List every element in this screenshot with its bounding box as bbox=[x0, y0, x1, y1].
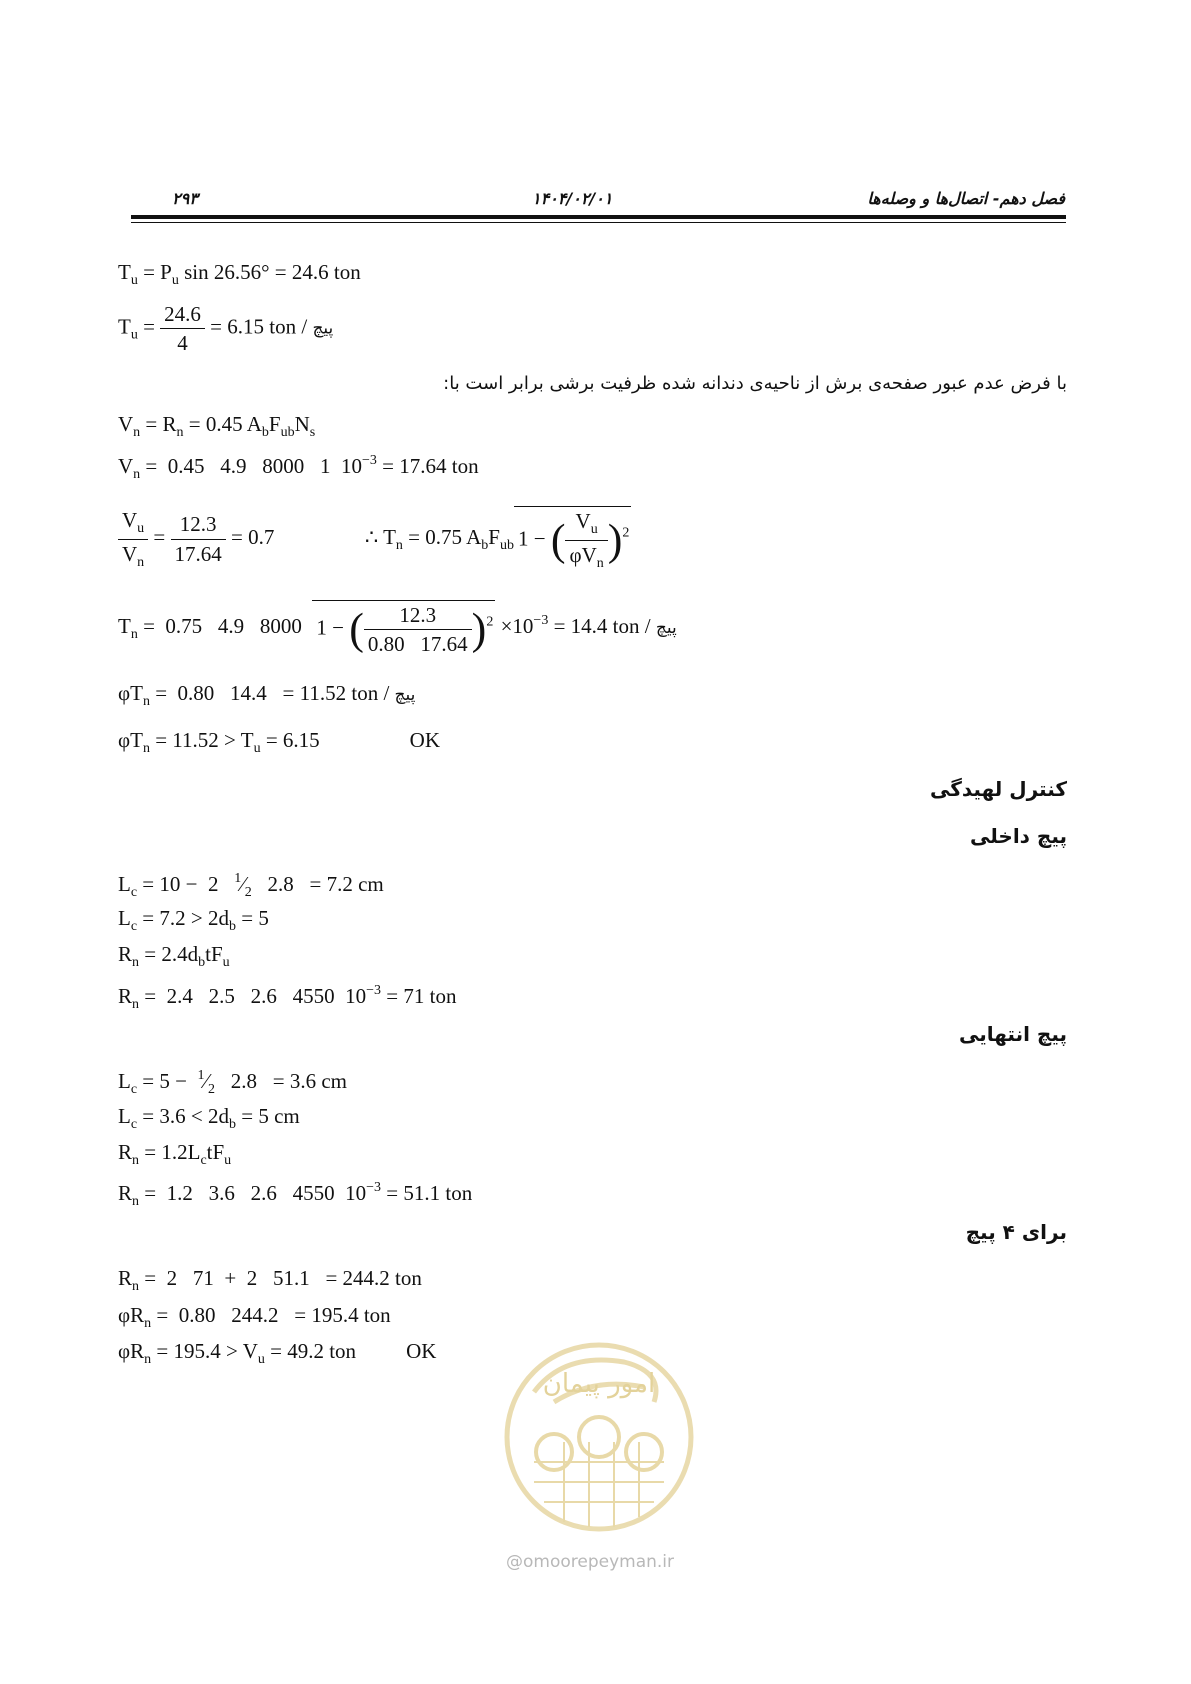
eq-rn-end-value: $R_n = 1.2$ 3.6 2.6 4550 $10^{-3} = 51.1$ ton bbox=[118, 1180, 473, 1209]
eq-tu-per-bolt: $T_u$ = $\frac{24.6}{4}$ = 6.15 ton / پیچ bbox=[118, 302, 334, 356]
heading-bearing-check: کنترل لهیدگی bbox=[929, 777, 1067, 801]
eq-lc-end: $L_c = 5$ − $^1⁄_2$ 2.8 = 3.6 cm bbox=[118, 1068, 347, 1097]
eq-phi-rn-total: $\varphi R_n = 0.80$ 244.2 = 195.4 ton bbox=[118, 1303, 391, 1331]
eq-lc-inner: $L_c = 10 - 2$ $^1⁄_2$ 2.8 = 7.2 cm bbox=[118, 871, 384, 900]
eq-vn-formula: $V_n = R_n = 0.45$ $A_bF_{ub}N_s$ bbox=[118, 412, 316, 440]
eq-rn-inner-formula: $R_n = 2.4d_btF_u$ bbox=[118, 942, 230, 970]
watermark-logo bbox=[494, 1332, 704, 1542]
header-date: ۱۴۰۴/۰۲/۰۱ bbox=[532, 189, 613, 208]
page-number: ۲۹۳ bbox=[172, 189, 198, 208]
eq-tu-sin: $T_u = P_u$ sin 26.56° = 24.6 ton bbox=[118, 260, 361, 288]
chapter-title: فصل دهم- اتصال‌ها و وصله‌ها bbox=[867, 189, 1065, 208]
heading-four-bolts: برای ۴ پیچ bbox=[965, 1220, 1067, 1244]
eq-ratio-and-tn-formula: $\frac{V_u}{V_n}$ = $\frac{12.3}{17.64}$ = 0.7 ∴ $T_n = 0.75$ $A_bF_{ub}$ 1 − ( $\frac{V_u}{\varphi V_n}$ )$^2$ bbox=[118, 506, 631, 572]
eq-phi-tn-check: $\varphi T_n = 11.52 > T_u = 6.15$ OK bbox=[118, 728, 440, 756]
heading-inner-bolt: پیچ داخلی bbox=[970, 824, 1067, 848]
eq-lc-end-compare: $L_c = 3.6 < 2d_b = 5$ cm bbox=[118, 1104, 300, 1132]
eq-phi-tn-value: $\varphi T_n = 0.80$ 14.4 = 11.52 ton / پیچ bbox=[118, 681, 416, 709]
heading-end-bolt: پیچ انتهایی bbox=[958, 1022, 1067, 1046]
eq-vn-value: $V_n = 0.45$ 4.9 8000 1 $10^{-3} = 17.64$ ton bbox=[118, 453, 479, 482]
eq-rn-total: $R_n = 2$ 71 + 2 51.1 = 244.2 ton bbox=[118, 1266, 422, 1294]
eq-lc-inner-compare: $L_c = 7.2 > 2d_b = 5$ bbox=[118, 906, 269, 934]
header-rule-thin bbox=[131, 222, 1066, 223]
eq-rn-inner-value: $R_n = 2.4$ 2.5 2.6 4550 $10^{-3} = 71$ ton bbox=[118, 983, 457, 1012]
watermark-url: @omoorepeyman.ir bbox=[506, 1552, 675, 1572]
header-rule-thick bbox=[131, 215, 1066, 219]
eq-rn-end-formula: $R_n = 1.2L_ctF_u$ bbox=[118, 1140, 232, 1168]
paragraph-shear-capacity: با فرض عدم عبور صفحه‌ی برش از ناحیه‌ی دندانه شده ظرفیت برشی برابر است با: bbox=[443, 373, 1067, 394]
svg-text:امور پیمان: امور پیمان bbox=[542, 1369, 656, 1399]
eq-phi-rn-check: $\varphi R_n = 195.4 > V_u = 49.2$ ton OK bbox=[118, 1339, 437, 1367]
eq-tn-value: $T_n = 0.75$ 4.9 8000 1 − ( $\frac{12.3}{0.80 17.64}$ )$^2 \times 10^{-3} = 14.4$ ton / پیچ bbox=[118, 600, 677, 656]
